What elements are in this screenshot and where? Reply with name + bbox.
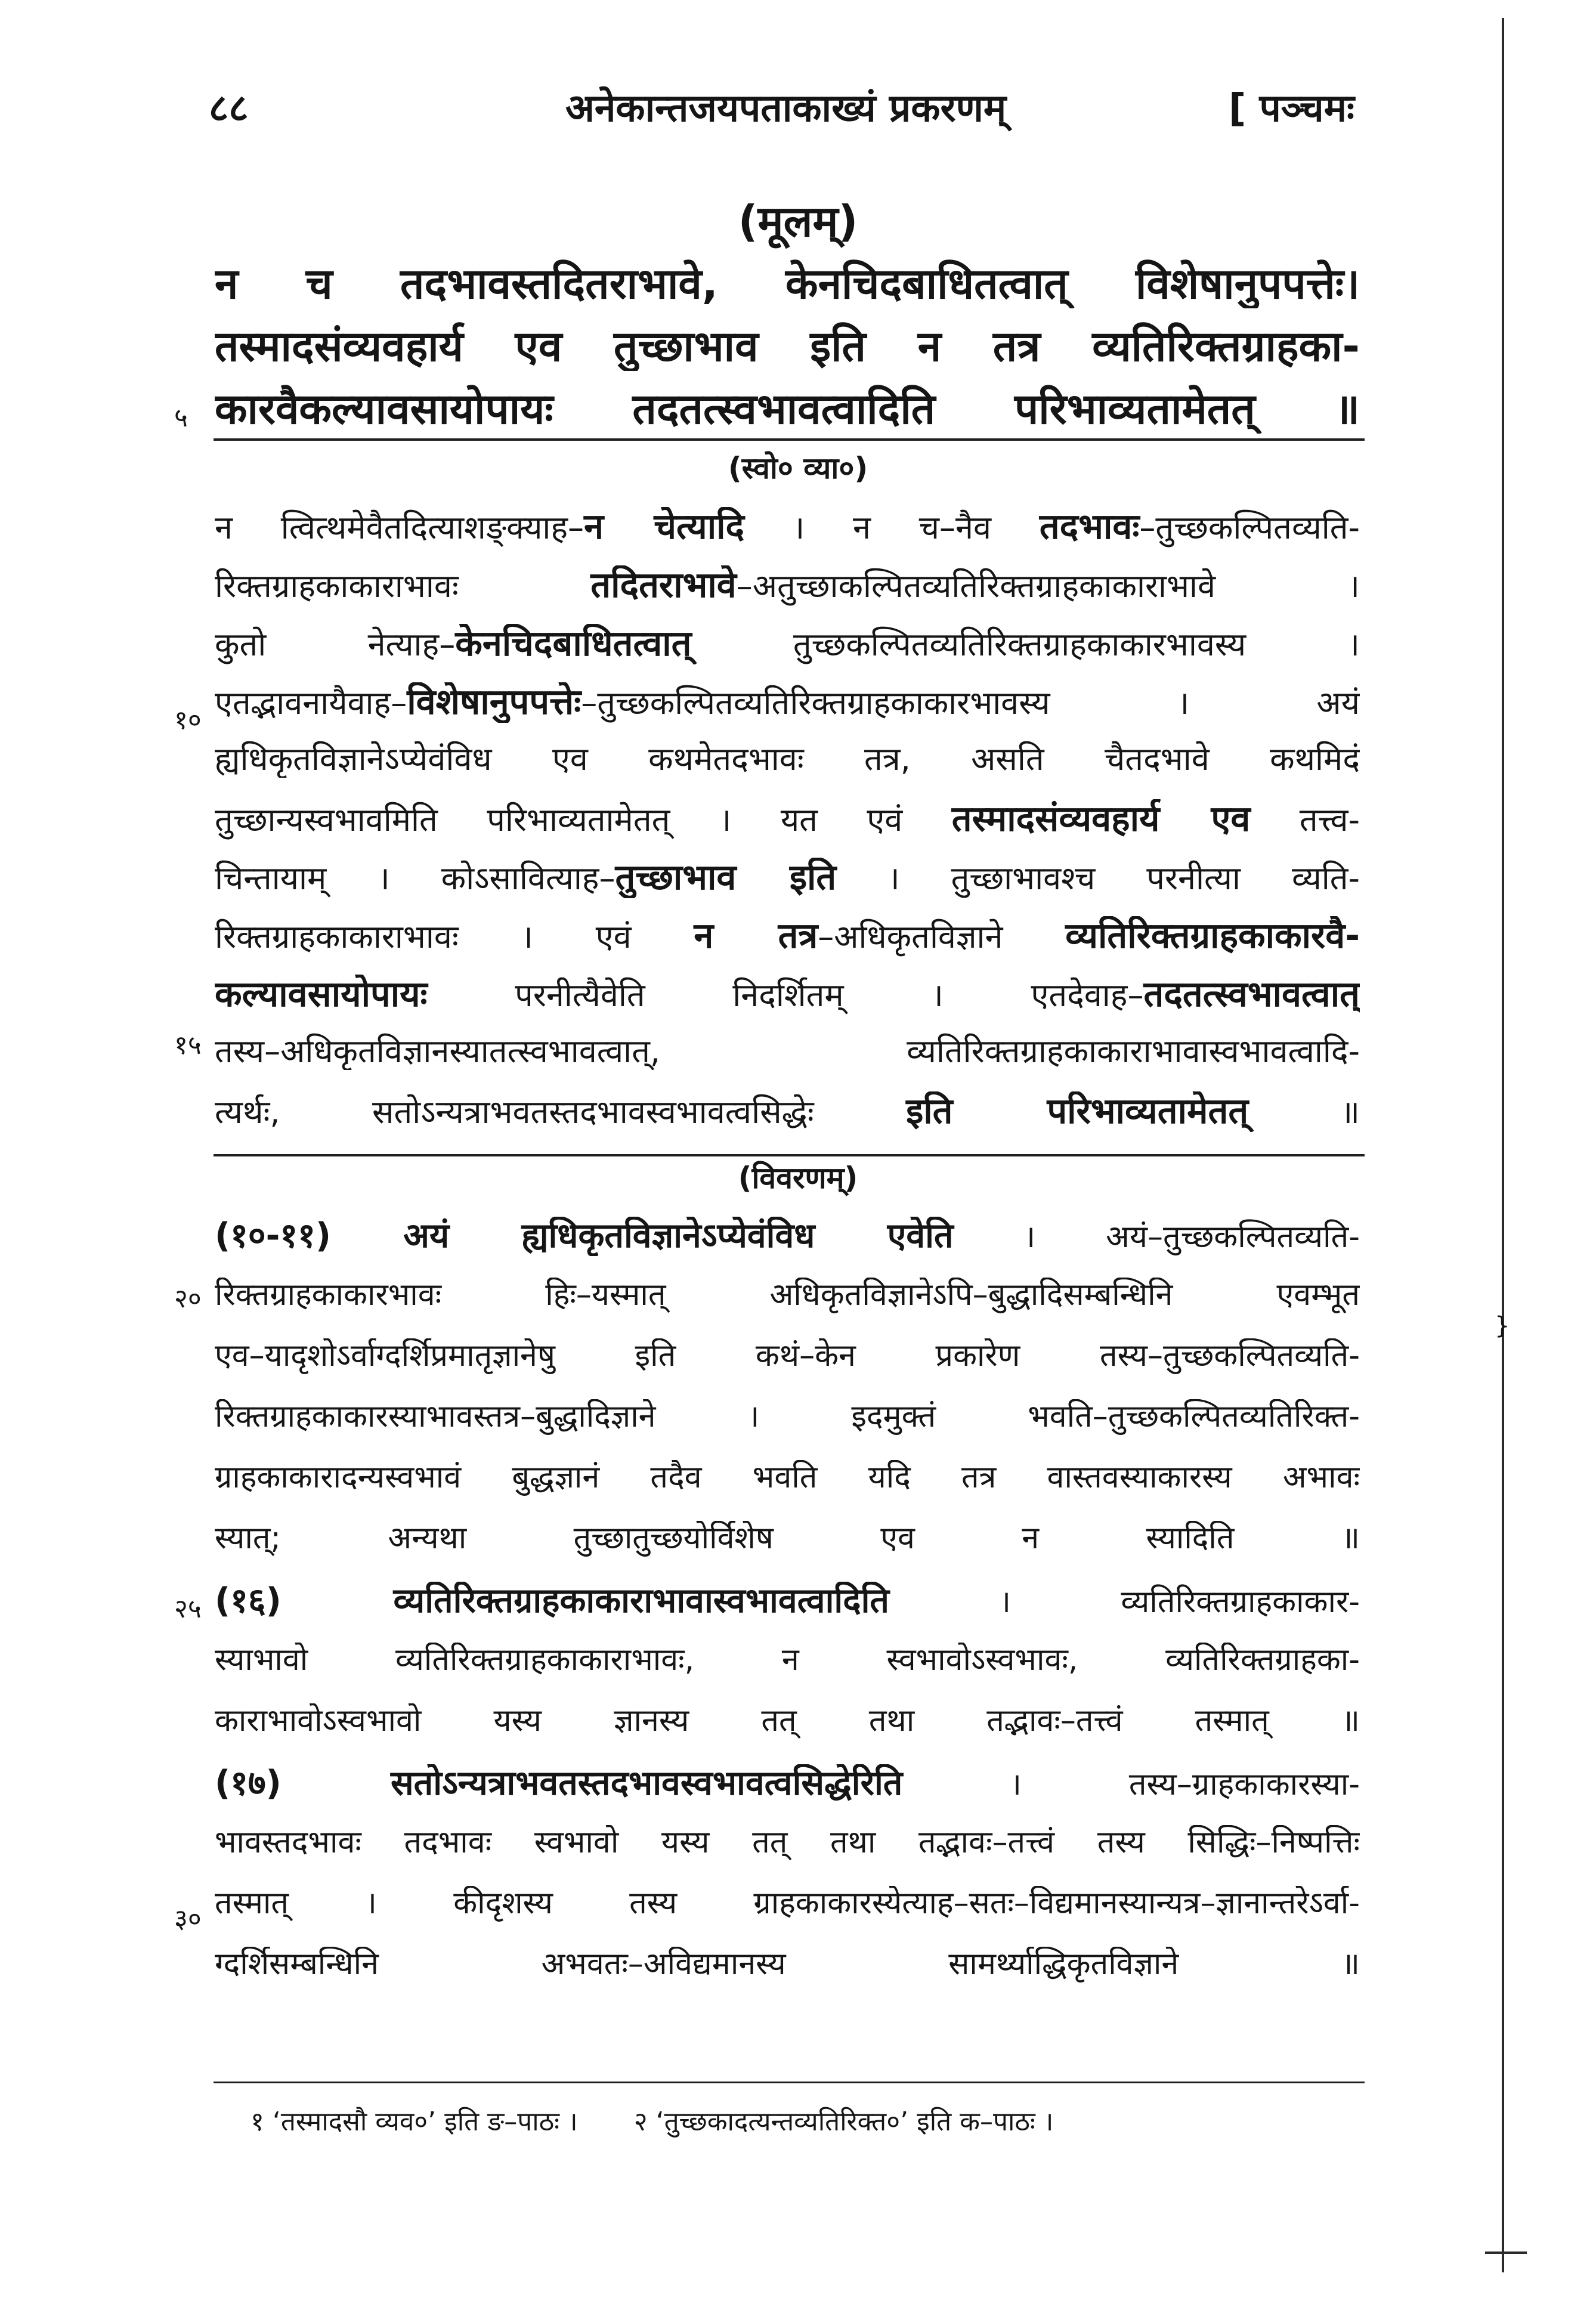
- vivarana-line: [215, 1764, 1360, 1804]
- vivarana-text-run: । अयं–तुच्छकल्पितव्यति-: [953, 1219, 1360, 1255]
- vivarana-line: [215, 1217, 1360, 1256]
- vyakhya-text-run: तुच्छकल्पितव्यतिरिक्तग्राहकाकारभावस्य ।: [691, 626, 1360, 663]
- vyakhya-text-run: –अधिकृतविज्ञाने: [818, 918, 1066, 955]
- vyakhya-line: [215, 975, 1360, 1015]
- vyakhya-text-run: । तुच्छाभावश्च परनीत्या व्यति-: [836, 859, 1360, 897]
- vivarana-heading: (विवरणम्): [738, 1161, 858, 1195]
- vyakhya-text-run: न चेत्यादि: [584, 507, 744, 548]
- page-number: ८८: [209, 86, 249, 131]
- vyakhya-text-run: न त्वित्थमेवैतदित्याशङ्क्याह–: [215, 509, 584, 546]
- vivarana-text-run: काराभावोऽस्वभावो यस्य ज्ञानस्य तत् तथा तद्भावः–तत्त्वं तस्मात् ॥: [215, 1703, 1360, 1739]
- vyakhya-text-run: तस्मादसंव्यवहार्य एव: [951, 799, 1251, 840]
- vivarana-line: [215, 1338, 1360, 1374]
- section-rule: [214, 1154, 1365, 1156]
- vyakhya-text-run: परनीत्यैवेति निदर्शितम् । एतदेवाह–: [427, 976, 1144, 1014]
- vivarana-line: [215, 1460, 1360, 1496]
- mula-heading: (मूलम्): [738, 196, 858, 246]
- vyakhya-line: [215, 682, 1360, 723]
- vyakhya-heading: (स्वो० व्या०): [728, 451, 868, 485]
- section-rule: [214, 438, 1365, 441]
- vivarana-text-run: तस्मात् । कीदृशस्य तस्य ग्राहकाकारस्येत्याह–सतः–विद्यमानस्यान्यत्र–ज्ञानान्तरेऽर्वा-: [215, 1886, 1360, 1921]
- line-marker: २०: [174, 1284, 202, 1314]
- line-marker: ५: [174, 403, 188, 433]
- vyakhya-text-run: रिक्तग्राहकाकाराभावः: [215, 567, 591, 605]
- vyakhya-text-run: –अतुच्छाकल्पितव्यतिरिक्तग्राहकाकाराभावे ।: [736, 567, 1360, 605]
- mula-line: तस्मादसंव्यवहार्य एव तुच्छाभाव इति न तत्र व्यतिरिक्तग्राहका-: [215, 322, 1360, 371]
- vyakhya-text-run: विशेषानुपपत्तेः: [407, 682, 582, 723]
- vivarana-text-run: । व्यतिरिक्तग्राहकाकार-: [889, 1584, 1360, 1620]
- edge-mark: }: [1495, 1312, 1510, 1340]
- vyakhya-line: [215, 858, 1360, 898]
- vyakhya-text-run: ह्यधिकृतविज्ञानेऽप्येवंविध एव कथमेतदभावः तत्र, असति चैतदभावे कथमिदं: [215, 741, 1360, 778]
- vyakhya-line: [215, 565, 1360, 606]
- vyakhya-text-run: । न च–नैव: [744, 509, 1040, 546]
- vyakhya-text-run: तदतत्स्वभावत्वात्: [1143, 975, 1360, 1015]
- vyakhya-line: [215, 507, 1360, 548]
- vyakhya-text-run: कल्यावसायोपायः: [215, 975, 428, 1015]
- vivarana-text-run: स्याभावो व्यतिरिक्तग्राहकाकाराभावः, न स्वभावोऽस्वभावः, व्यतिरिक्तग्राहका-: [215, 1643, 1360, 1678]
- vivarana-text-run: (१७) सतोऽन्यत्राभवतस्तदभावस्वभावत्वसिद्धेरिति: [215, 1764, 903, 1803]
- vyakhya-line: [215, 799, 1360, 840]
- vyakhya-text-run: तस्य–अधिकृतविज्ञानस्यातत्स्वभावत्वात्, व्यतिरिक्तग्राहकाकाराभावास्वभावत्वादि-: [215, 1033, 1360, 1070]
- vyakhya-text-run: रिक्तग्राहकाकाराभावः । एवं: [215, 918, 694, 955]
- vivarana-text-run: स्यात्; अन्यथा तुच्छातुच्छयोर्विशेष एव न स्यादिति ॥: [215, 1521, 1360, 1556]
- vivarana-line: [215, 1886, 1360, 1922]
- vyakhya-line: [215, 1091, 1360, 1132]
- vyakhya-text-run: तदभावः: [1039, 507, 1140, 548]
- vivarana-text-run: एव–यादृशोऽर्वाग्दर्शिप्रमातृज्ञानेषु इति कथं–केन प्रकारेण तस्य–तुच्छकल्पितव्यति-: [215, 1338, 1360, 1374]
- vyakhya-text-run: तुच्छाभाव इति: [615, 858, 837, 898]
- vivarana-text-run: भावस्तदभावः तदभावः स्वभावो यस्य तत् तथा तद्भावः–तत्त्वं तस्य सिद्धिः–निष्पत्तिः: [215, 1825, 1360, 1860]
- vivarana-line: [215, 1278, 1360, 1313]
- vyakhya-text-run: तत्त्व-: [1250, 801, 1360, 839]
- vyakhya-text-run: तदितराभावे: [590, 565, 737, 606]
- vyakhya-text-run: चिन्तायाम् । कोऽसावित्याह–: [215, 859, 615, 897]
- vyakhya-text-run: –तुच्छकल्पितव्यति-: [1139, 509, 1360, 546]
- footnotes: [250, 2102, 1324, 2138]
- mula-line: न च तदभावस्तदितराभावे, केनचिदबाधितत्वात् विशेषानुपपत्तेः।: [215, 259, 1360, 308]
- line-marker: २५: [174, 1594, 202, 1624]
- vyakhya-text-run: व्यतिरिक्तग्राहकाकारवै-: [1065, 916, 1360, 957]
- vyakhya-line: [215, 741, 1360, 778]
- line-marker: १०: [174, 705, 202, 735]
- vivarana-line: [215, 1825, 1360, 1861]
- vivarana-line: [215, 1947, 1360, 1983]
- footnote-1: १ ‘तस्मादसौ व्यव०’ इति ङ–पाठः ।: [250, 2107, 578, 2137]
- vivarana-text-run: रिक्तग्राहकाकारभावः हिः–यस्मात् अधिकृतविज्ञानेऽपि–बुद्धादिसम्बन्धिनि एवम्भूत: [215, 1278, 1360, 1313]
- vivarana-line: [215, 1521, 1360, 1557]
- vivarana-line: [215, 1703, 1360, 1739]
- vyakhya-line: [215, 1033, 1360, 1070]
- vyakhya-line: [215, 916, 1360, 957]
- running-title: अनेकान्तजयपताकाख्यं प्रकरणम्: [565, 86, 1007, 131]
- footnote-2: २ ‘तुच्छकादत्यन्तव्यतिरिक्त०’ इति क–पाठः ।: [633, 2107, 1054, 2137]
- vyakhya-text-run: तुच्छान्यस्वभावमिति परिभाव्यतामेतत् । यत एवं: [215, 801, 952, 839]
- vyakhya-text-run: त्यर्थः, सतोऽन्यत्राभवतस्तदभावस्वभावत्वसिद्धेः: [215, 1093, 907, 1131]
- chapter-label: [ पञ्चमः: [1229, 86, 1354, 131]
- vivarana-line: [215, 1399, 1360, 1435]
- mula-line: कारवैकल्यावसायोपायः तदतत्स्वभावत्वादिति परिभाव्यतामेतत् ॥: [215, 385, 1360, 434]
- footnote-rule: [214, 2082, 1365, 2083]
- vivarana-text-run: (१०-११) अयं ह्यधिकृतविज्ञानेऽप्येवंविध एवेति: [215, 1217, 954, 1255]
- line-marker: ३०: [174, 1904, 202, 1934]
- vivarana-text-run: रिक्तग्राहकाकारस्याभावस्तत्र–बुद्धादिज्ञाने । इदमुक्तं भवति–तुच्छकल्पितव्यतिरिक्त-: [215, 1399, 1360, 1434]
- vyakhya-text-run: एतद्भावनायैवाह–: [215, 684, 407, 722]
- page-edge-line: [1502, 18, 1504, 2272]
- vyakhya-text-run: –तुच्छकल्पितव्यतिरिक्तग्राहकाकारभावस्य । अयं: [581, 684, 1360, 722]
- vivarana-line: [215, 1643, 1360, 1678]
- vyakhya-text-run: इति परिभाव्यतामेतत्: [906, 1091, 1249, 1132]
- vyakhya-text-run: ॥: [1248, 1093, 1360, 1131]
- vyakhya-line: [215, 624, 1360, 664]
- vivarana-text-run: ग्राहकाकारादन्यस्वभावं बुद्धज्ञानं तदैव भवति यदि तत्र वास्तवस्याकारस्य अभावः: [215, 1460, 1360, 1495]
- vyakhya-text-run: केनचिदबाधितत्वात्: [455, 624, 692, 664]
- page-edge-tick: [1485, 2251, 1527, 2254]
- vivarana-text-run: । तस्य–ग्राहकाकारस्या-: [902, 1767, 1360, 1802]
- vyakhya-text-run: कुतो नेत्याह–: [215, 626, 456, 663]
- vyakhya-text-run: न तत्र: [694, 916, 818, 957]
- vivarana-text-run: ग्दर्शिसम्बन्धिनि अभवतः–अविद्यमानस्य सामर्थ्याद्धिकृतविज्ञाने ॥: [215, 1947, 1360, 1982]
- vivarana-line: [215, 1582, 1360, 1621]
- line-marker: १५: [174, 1030, 202, 1060]
- vivarana-text-run: (१६) व्यतिरिक्तग्राहकाकाराभावास्वभावत्वादिति: [215, 1582, 889, 1620]
